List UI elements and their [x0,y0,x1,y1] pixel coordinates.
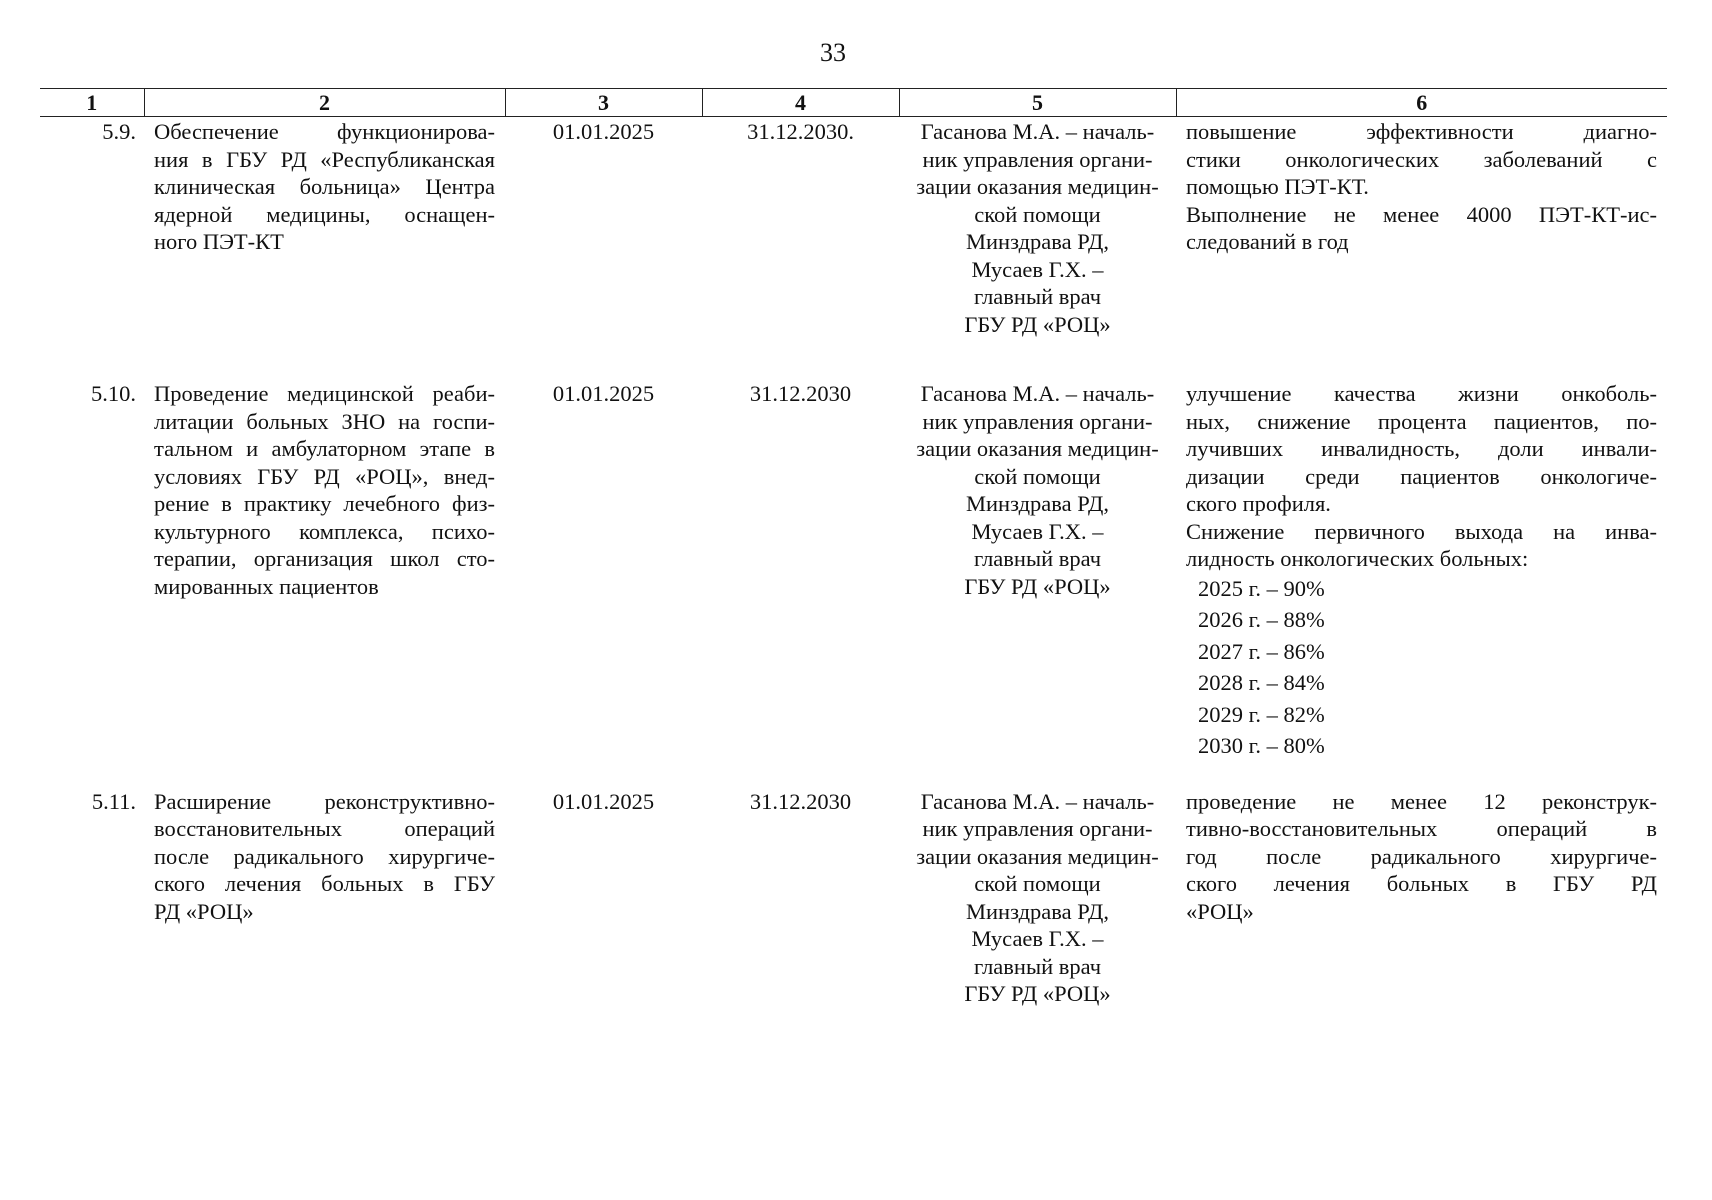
end-date: 31.12.2030 [749,381,852,406]
start-date: 01.01.2025 [552,788,655,814]
col-header-4: 4 [702,89,899,117]
table-row [40,787,1667,1008]
responsible-line: Минздрава РД, [966,229,1109,254]
responsible-persons [899,379,1176,762]
responsible-line: ской помощи [974,463,1101,489]
measure-title-line: терапии, организация школ сто- [154,546,495,571]
responsible-line: Мусаев Г.Х. – [971,518,1104,544]
measure-title-line: мированных пациентов [154,573,379,599]
measure-title-line: ния в ГБУ РД «Республиканская [154,146,495,172]
start-date: 01.01.2025 [552,119,655,144]
responsible-line: ГБУ РД «РОЦ» [964,573,1111,599]
expected-result-line: повышение эффективности диагно- [1186,119,1657,144]
col-header-6: 6 [1176,89,1667,117]
expected-result-line: ского лечения больных в ГБУ РД [1186,871,1657,896]
target-value-item: 2027 г. – 86% [1198,638,1325,664]
measure-title-line: рение в практику лечебного физ- [154,491,495,516]
measure-title-line: после радикального хирургиче- [154,843,495,869]
col-header-3: 3 [505,89,702,117]
expected-result-line: проведение не менее 12 реконструк- [1186,788,1657,814]
measure-title-line: клиническая больница» Центра [154,174,495,199]
responsible-line: главный врач [973,546,1102,571]
col-header-1: 1 [40,89,144,117]
responsible-line: ник управления органи- [922,146,1153,172]
target-value-item: 2029 г. – 82% [1198,701,1325,727]
expected-result-line: Выполнение не менее 4000 ПЭТ-КТ-ис- [1186,201,1657,227]
responsible-line: зации оказания медицин- [916,436,1159,461]
responsible-line: Гасанова М.А. – началь- [920,119,1155,144]
start-date: 01.01.2025 [552,381,655,406]
row-number: 5.11. [91,788,136,814]
responsible-line: ник управления органи- [922,408,1153,434]
responsible-line: ГБУ РД «РОЦ» [964,311,1111,337]
responsible-line: Мусаев Г.Х. – [971,926,1104,951]
measure-title [144,787,505,1008]
responsible-line: Мусаев Г.Х. – [971,256,1104,282]
table-row [40,379,1667,762]
row-spacer [40,338,1667,379]
target-value-item: 2025 г. – 90% [1198,575,1325,601]
measure-title-line: Обеспечение функционирова- [154,119,495,144]
responsible-line: Минздрава РД, [966,898,1109,924]
page-number: 33 [820,38,846,67]
responsible-line: Гасанова М.А. – началь- [920,788,1155,814]
expected-result-line: год после радикального хирургиче- [1186,843,1657,869]
measure-title-line: ского лечения больных в ГБУ [154,871,495,896]
measure-title-line: Расширение реконструктивно- [154,788,495,814]
measure-title-line: литации больных ЗНО на госпи- [154,408,495,434]
expected-result-line: ных, снижение процента пациентов, по- [1186,408,1657,434]
row-spacer-cell [40,338,1667,379]
row-spacer [40,762,1667,787]
responsible-line: ской помощи [974,201,1101,227]
measure-title-line: ного ПЭТ-КТ [154,229,284,254]
col-header-2: 2 [144,89,505,117]
measure-title-line: восстановительных операций [154,816,495,841]
col-header-5: 5 [899,89,1176,117]
expected-result-line: лидность онкологических больных: [1186,546,1529,571]
expected-result-line: стики онкологических заболеваний с [1186,146,1657,172]
expected-result [1176,379,1667,762]
expected-result-line: Снижение первичного выхода на инва- [1186,518,1657,544]
row-spacer-cell [40,762,1667,787]
measure-title [144,117,505,339]
measure-title-line: РД «РОЦ» [154,898,254,924]
row-number: 5.9. [102,119,136,144]
expected-result-line: улучшение качества жизни онкоболь- [1186,381,1657,406]
end-date: 31.12.2030 [749,788,852,814]
measure-title-line: Проведение медицинской реаби- [154,381,495,406]
measure-title [144,379,505,762]
measure-title-line: ядерной медицины, оснащен- [154,201,495,227]
measure-title-line: тальном и амбулаторном этапе в [154,436,495,461]
expected-result-line: лучивших инвалидность, доли инвали- [1186,436,1657,461]
table-row [40,117,1667,339]
responsible-line: зации оказания медицин- [916,174,1159,199]
responsible-line: зации оказания медицин- [916,843,1159,869]
expected-result-line: ского профиля. [1186,491,1331,516]
responsible-line: ГБУ РД «РОЦ» [964,981,1111,1006]
responsible-line: главный врач [973,284,1102,309]
responsible-line: Минздрава РД, [966,491,1109,516]
expected-result-line: помощью ПЭТ-КТ. [1186,174,1369,199]
responsible-line: главный врач [973,953,1102,979]
expected-result-line: дизации среди пациентов онкологиче- [1186,463,1657,489]
row-number: 5.10. [91,381,136,406]
expected-result-line: «РОЦ» [1186,898,1254,924]
responsible-line: Гасанова М.А. – началь- [920,381,1155,406]
target-value-item: 2026 г. – 88% [1198,607,1325,632]
responsible-persons [899,787,1176,1008]
responsible-line: ник управления органи- [922,816,1153,841]
target-value-item: 2030 г. – 80% [1198,733,1325,758]
target-value-item: 2028 г. – 84% [1198,670,1325,695]
end-date: 31.12.2030. [747,119,854,144]
measure-title-line: культурного комплекса, психо- [154,518,495,544]
expected-result-line: следований в год [1186,229,1349,254]
responsible-persons [899,117,1176,339]
responsible-line: ской помощи [974,871,1101,896]
measure-title-line: условиях ГБУ РД «РОЦ», внед- [154,463,495,489]
plan-table [40,88,1667,1008]
expected-result [1176,787,1667,1008]
header-row [40,89,1667,117]
expected-result-line: тивно-восстановительных операций в [1186,816,1657,841]
expected-result [1176,117,1667,339]
